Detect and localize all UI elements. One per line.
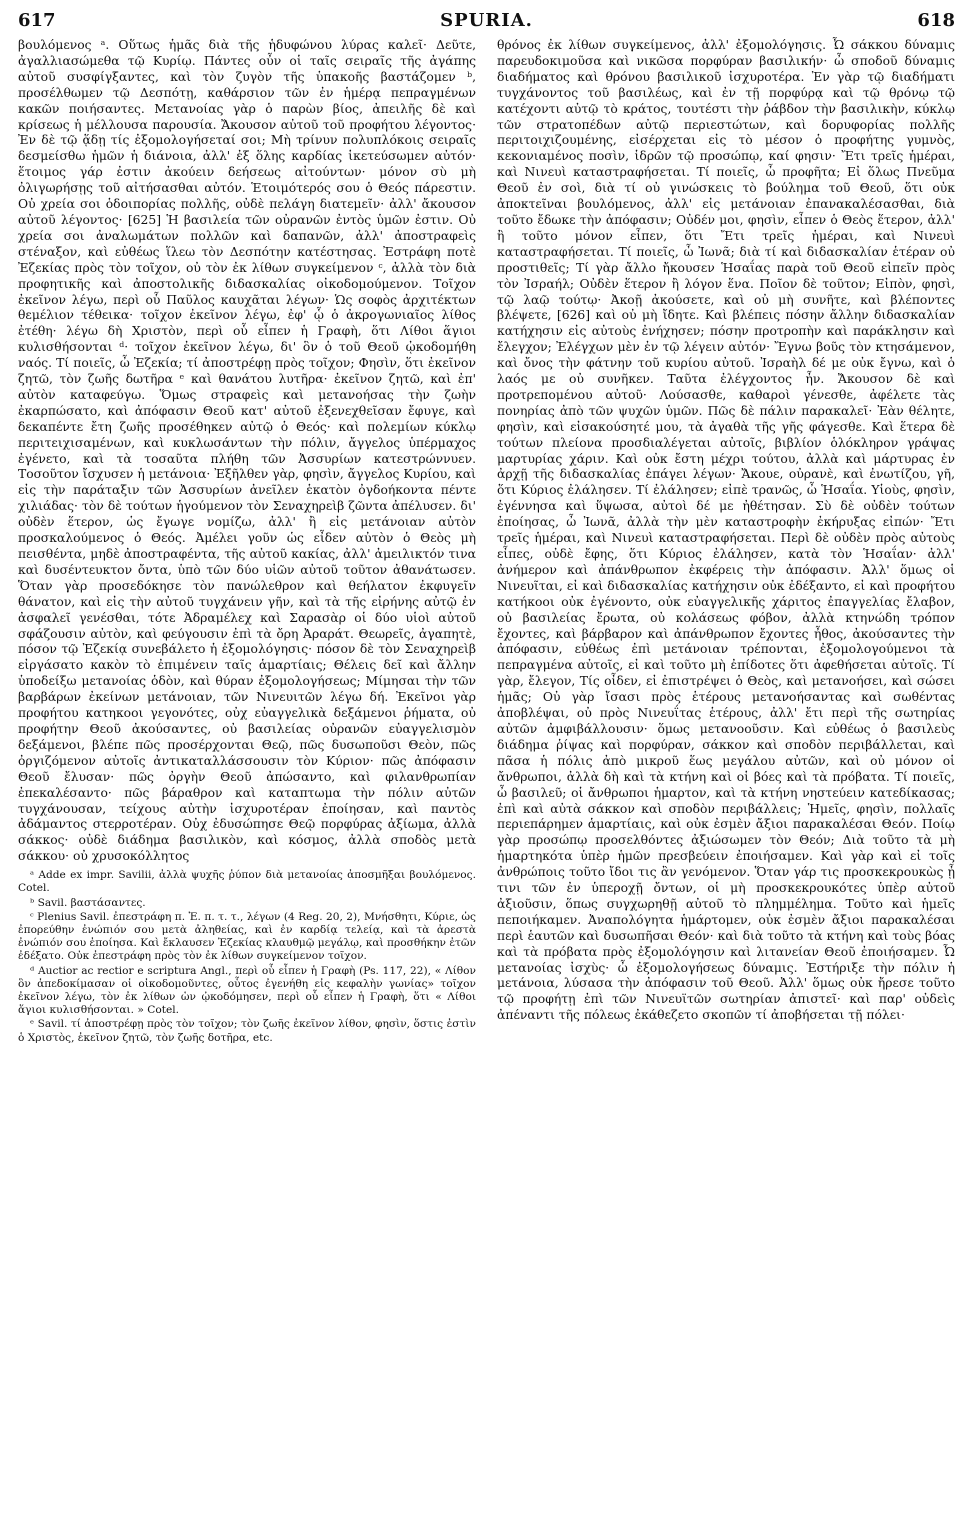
running-title: SPURIA.: [440, 10, 533, 31]
left-column: [18, 38, 476, 1046]
left-column-text: βουλόμενος ᵃ. Οὕτως ἡμᾶς διὰ τῆς ἡδυφώνου λύρας καλεῖ· Δεῦτε, ἀγαλλιασώμεθα τῷ Κυρίῳ. Πάντες οὖν οἱ ταῖς σειραῖς τῆς ἀγάπης αὐτοῦ συσφίγξαντες, καὶ τὸν ζυγὸν τῆς ὑπακοῆς βαστάζομεν ᵇ, προσέλθωμεν τῷ Δεσπότῃ, καθάρσιον τῶν ἐν ἡμέρᾳ πεπραγμένων κακῶν ποιήσαντες. Μετανοίας γὰρ ὁ παρὼν βίος, ἀπειλῆς δὲ καὶ κρίσεως ἡ μέλλουσα παρουσία. Ἄκουσον αὐτοῦ τοῦ προφήτου λέγοντος· Ἐν δὲ τῷ ᾅδῃ τίς ἐξομολογήσεταί σοι; Μὴ τρίνυν πολυπλόκοις σειραῖς δεσμείσθω ἡμῶν ἡ διάνοια, ἀλλ' ἐξ ὅλης καρδίας ἱκετεύσωμεν αὐτόν· ἕτοιμος γάρ ἐστιν ἀκούειν δεήσεως αἰτούντων· μόνον σὺ μὴ ὀλιγωρήσῃς τοῦ αἰτήσασθαι αὐτόν. Ἑτοιμότερός σου ὁ Θεός πάρεστιν. Οὐ χρεία σοι ὁδοιπορίας πολλῆς, οὐδὲ πελάγη διατεμεῖν· ἀλλ' ἄκουσον αὐτοῦ λέγοντος· [625] Ἡ βασιλεία τῶν οὐρανῶν ἐντὸς ὑμῶν ἐστιν. Οὐ χρεία σοι ἀναλωμάτων πολλῶν καὶ δαπανῶν, ἀλλ' ἀποστραφεὶς στέναξον, καὶ εὐθέως ἵλεω τὸν Δεσπότην κατέστησας. Ἐστράφη ποτὲ Ἐζεκίας πρὸς τὸν τοῖχον, οὐ τὸν ἐκ λίθων συγκείμενον ᶜ, ἀλλὰ τὸν διὰ προφητικῆς καὶ ἀποστολικῆς διδασκαλίας οἰκοδομούμενον. Τοῖχον ἐκεῖνον λέγω, περὶ οὗ Παῦλος καυχᾶται λέγων· Ὡς σοφὸς ἀρχιτέκτων θεμέλιον τέθεικα· τοῖχον ἐκεῖνον λέγω, ἐφ' ᾧ ὁ ἀκρογωνιαῖος λίθος ἐτέθη· λέγω δὴ Χριστὸν, περὶ οὗ εἶπεν ἡ Γραφὴ, ὅτι Λίθοι ἅγιοι κυλισθήσονται ᵈ· τοῖχον ἐκεῖνον λέγω, δι' ὃν ὁ τοῦ Θεοῦ ᾠκοδομήθη ναός. Τί ποιεῖς, ὦ Ἐζεκία; τί ἀποστρέφῃ πρὸς τοῖχον; Φησὶν, ὅτι ἐκεῖνον ζητῶ, τὸν ζωῆς δωτῆρα ᵉ καὶ θανάτου λυτῆρα· ἐκεῖνον ζητῶ, καὶ ἐπ' αὐτὸν καταφεύγω. Ὅμως στραφεὶς καὶ μετανοήσας τὴν ζωὴν ἐκαρπώσατο, καὶ ἀπόφασιν Θεοῦ κατ' αὐτοῦ ἐξενεχθεῖσαν ἔφυγε, καὶ δεκαπέντε ἔτη ζωῆς προσέθηκεν αὐτῷ ὁ Θεός· καὶ πολεμίων κύκλῳ περιτειχισαμένων, καὶ κυκλωσάντων τὴν πόλιν, ἄγγελος ὑπέρμαχος ἐγένετο, καὶ τὰ τοσαῦτα πλήθη τῶν Ἀσσυρίων κατεστρώννυεν. Τοσοῦτον ἴσχυσεν ἡ μετάνοια· Ἐξῆλθεν γὰρ, φησὶν, ἄγγελος Κυρίου, καὶ εἰς τὴν παράταξιν τῶν Ἀσσυρίων ἀνεῖλεν ἑκατὸν ὀγδοήκοντα πέντε χιλιάδας· τὸν δὲ τούτων ἡγούμενον τὸν Σεναχηρεὶβ ζῶντα ἀπέλυσεν. δι' οὐδὲν ἕτερον, ὡς ἔγωγε νομίζω, ἀλλ' ἢ εἰς μετάνοιαν αὐτὸν προσκαλούμενος ὁ Θεός. Ἀμέλει γοῦν ὡς εἶδεν αὐτὸν ὁ Θεὸς μὴ πεισθέντα, μηδὲ ἀποστραφέντα, τῆς αὐτοῦ κακίας, ἀλλ' ἀμειλικτόν τινα καὶ δυσέντευκτον ὄντα, ὑπὸ τῶν δύο υἱῶν αὐτοῦ τοῦτον ἀθανάτωσεν. Ὅταν γὰρ προσεδόκησε τὸν πανώλεθρον καὶ θεήλατον ἐκφυγεῖν θάνατον, καὶ εἰς τὴν αὐτοῦ τυγχάνειν γῆν, καὶ τὰ τῆς εἰρήνης αὐτῷ ἐν ἀσφαλεῖ γενέσθαι, τότε Ἀδραμέλεχ καὶ Σαρασὰρ οἱ δύο υἱοὶ αὐτοῦ σφάζουσιν αὐτὸν, καὶ φεύγουσιν ἐπὶ τὰ ὄρη Ἀραράτ. Θεωρεῖς, ἀγαπητὲ, πόσον τῷ Ἐζεκίᾳ συνεβάλετο ἡ ἐξομολόγησις· πόσον δὲ τὸν Σεναχηρεὶβ εἰργάσατο κακὸν τὸ ἐπιμένειν ταῖς ἁμαρτίαις; Θέλεις δεῖ καὶ ἄλλην ὑποδείξω μετανοίας ὁδὸν, καὶ θύραν ἐξομολογήσεως; Μίμησαι τὴν τῶν βαρβάρων ἐκείνων μετάνοιαν, τῶν Νινευιτῶν λέγω δή. Ἐκεῖνοι γὰρ προφήτου κατηκοοι γεγονότες, οὐχ εὐαγγελικὰ δεξάμενοι ῥήματα, οὐ προφήτην Θεοῦ ἀκούσαντες, οὐ βασιλείας οὐρανῶν εὐαγγελισμὸν δεξάμενοι, βλέπε πῶς προσέρχονται Θεῷ, πῶς δυσωποῦσι Θεὸν, πῶς ὀργιζόμενον αὐτοῖς ἀντικαταλλάσσουσιν τὸν Κύριον· πῶς ἀπόφασιν Θεοῦ ἔλυσαν· πῶς ὀργὴν Θεοῦ ἀπώσαντο, καὶ φιλανθρωπίαν ἐπεκαλέσαντο· πῶς βάραθρον καὶ καταπτωμα τὴν πόλιν αὐτῶν τυγχάνουσαν, τείχους αὐτὴν ἰσχυροτέραν ἐποίησαν, καὶ παντὸς ἀδάμαντος στερροτέραν. Οὐχ ἐδυσώπησε Θεῷ πορφύρας ἀξίωμα, ἀλλὰ σάκκος· οὐδὲ διάδημα βασιλικὸν, καὶ κόσμος, ἀλλὰ σποδὸς μετὰ σάκκου· οὐ χρυσοκόλλητος: [18, 38, 476, 864]
footnote-d: ᵈ Auctior ac rectior e scriptura Angl., περὶ οὗ εἶπεν ἡ Γραφὴ (Ps. 117, 22), « Λίθον ὃν ἀπεδοκίμασαν οἱ οἰκοδομοῦντες, οὗτος ἐγενήθη εἰς κεφαλὴν γωνίας» τοῖχον ἐκεῖνον λέγω, τὸν ἐκ λίθων ὡν ᾠκοδόμησεν, περὶ οὗ εἶπεν ἡ Γραφὴ, ὅτι « Λίθοι ἅγιοι κυλισθήσονται. » Cotel.: [18, 964, 476, 1017]
footnote-e: ᵉ Savil. τί ἀποστρέφῃ πρὸς τὸν τοῖχον; τὸν ζωῆς ἐκεῖνον λίθον, φησὶν, ὅστις ἐστὶν ὁ Χριστὸς, ἐκεῖνον ζητῶ, τὸν ζωῆς δοτῆρα, etc.: [18, 1018, 476, 1044]
footnote-a: ᵃ Adde ex impr. Savilii, ἀλλὰ ψυχῆς ῥύπον διὰ μετανοίας ἀποσμῆξαι βουλόμενος. Cotel.: [18, 869, 476, 895]
footnote-b: ᵇ Savil. βαστάσαντες.: [30, 896, 146, 909]
right-page-number: 618: [917, 10, 955, 31]
right-column-text: θρόνος ἐκ λίθων συγκείμενος, ἀλλ' ἐξομολόγησις. Ὦ σάκκου δύναμις παρευδοκιμοῦσα καὶ νικῶσα πορφύραν βασιλικήν· ὦ σποδοῦ δύναμις διαδήματος καὶ θρόνου βασιλικοῦ ἰσχυροτέρα. Ἐν γὰρ τῷ διαδήματι τυγχάνοντος τοῦ βασιλέως, καὶ ἐν τῇ πορφύρᾳ καὶ τῷ θρόνῳ τῷ κατέχοντι αὐτῷ τὸ κράτος, τουτέστι τὴν ῥάβδον τὴν βασιλικὴν, κύκλῳ τῶν στρατοπέδων αὐτῷ περιεστώτων, καὶ δορυφορίας πολλῆς περιτοιχιζουμένης, εἰσέρχεται εἰς τὸ μέσον ὁ προφήτης γυμνὸς, κεκονιαμένος ποσὶν, ἱδρῶν τῷ προσώπῳ, καί φησιν· Ἔτι τρεῖς ἡμέραι, καὶ Νινευὶ καταστραφήσεται. Τί ποιεῖς, ὦ προφῆτα; Εἰ ὅλως Πνεῦμα Θεοῦ ἐν σοὶ, διὰ τί οὐ γινώσκεις τὸ βούλημα τοῦ Θεοῦ, ὅτι οὐκ ἀποκτεῖναι βουλόμενος, ἀλλ' εἰς μετάνοιαν ἐπανακαλέσασθαι, διὰ τοῦτο ἔδωκε τὴν ἀπόφασιν; Οὐδέν μοι, φησὶν, εἶπεν ὁ Θεὸς ἕτερον, ἀλλ' ἢ τοῦτο μόνον εἶπεν, ὅτι Ἔτι τρεῖς ἡμέραι, καὶ Νινευὶ καταστραφήσεται. Τί ποιεῖς, ὦ Ἰωνᾶ; διὰ τί καὶ διδασκαλίαν ἑτέραν οὐ προστιθεῖς; Τί γὰρ ἄλλο ἤκουσεν Ἡσαΐας παρὰ τοῦ Θεοῦ εἰπεῖν πρὸς τὸν Ἰσραήλ; Οὐδὲν ἕτερον ἢ λόγον ἕνα. Ποῖον δὲ τοῦτον; Εἰπὸν, φησὶ, τῷ λαῷ τούτῳ· Ἀκοῇ ἀκούσετε, καὶ οὐ μὴ συνῆτε, καὶ βλέποντες βλέψετε, [626] καὶ οὐ μὴ ἴδητε. Καὶ βλέπεις πόσην ἄλλην διδασκαλίαν κατήχησιν εἰς αὐτοὺς ἐνήχησεν; πόσην προτροπὴν καὶ παράκλησιν καὶ ἔλεγχον; Ἐλέγχων μὲν ἐν τῷ λέγειν αὐτόν· Ἔγνω βοῦς τὸν κτησάμενον, καὶ ὄνος τὴν φάτνην τοῦ κυρίου αὐτοῦ. Ἰσραὴλ δέ με οὐκ ἔγνω, καὶ ὁ λαός με οὐ συνῆκεν. Ταῦτα ἐλέγχοντος ἦν. Ἄκουσον δὲ καὶ προτρεπομένου αὐτοῦ· Λούσασθε, καθαροὶ γένεσθε, ἀφέλετε τὰς πονηρίας ἀπὸ τῶν ψυχῶν ὑμῶν. Πῶς δὲ πάλιν παρακαλεῖ· Ἐὰν θέλητε, φησὶν, καὶ εἰσακούσητέ μου, τὰ ἀγαθὰ τῆς γῆς φάγεσθε. Καὶ ἕτερα δὲ τούτων πλείονα προσδιαλέγεται αὐτοῖς, βιβλίον ὁλόκληρον γράψας μαρτυρίας χάριν. Καὶ οὐκ ἔστη μέχρι τούτου, ἀλλὰ καὶ μάρτυρας ἐν ἀρχῇ τῆς διδασκαλίας ἐπάγει λέγων· Ἄκουε, οὐρανὲ, καὶ ἐνωτίζου, γῆ, ὅτι Κύριος ἐλάλησεν. Τί ἐλάλησεν; εἰπὲ τρανῶς, ὦ Ἡσαΐα. Υἱοὺς, φησὶν, ἐγέννησα καὶ ὕψωσα, αὐτοὶ δέ με ἠθέτησαν. Σὺ δὲ οὐδὲν τούτων ἐποίησας, ὦ Ἰωνᾶ, ἀλλὰ τὴν μὲν καταστροφὴν ἐκήρυξας εἰπών· Ἔτι τρεῖς ἡμέραι, καὶ Νινευὶ καταστραφήσεται. Περὶ δὲ οὐδὲν πρὸς αὐτοὺς εἶπες, οὐδὲ ἔφης, ὅτι Κύριος ἐλάλησεν, κατὰ τὸν Ἡσαΐαν· ἀλλ' ἀνήμερον καὶ ἀπάνθρωπον ἐκφέρεις τὴν ἀπόφασιν. Ἀλλ' ὅμως οἱ Νινευῖται, εἰ καὶ διδασκαλίας κατήχησιν οὐκ ἐδέξαντο, εἰ καὶ προφήτου κατήκοοι οὐκ ἐγένοντο, οὐκ εὐαγγελικῆς χάριτος ἐπαγγελίας ἔλαβον, οὐ βασιλείας ἔρωτα, οὐ κολάσεως φόβον, ἀλλὰ κτηνώδη τρόπον ἔχοντες, καὶ βάρβαρον καὶ ἀπάνθρωπον ἔχοντες ἦθος, ἀκούσαντες τὴν ἀπόφασιν, εὐθέως ἐπὶ μετάνοιαν τρέπονται, ἐξομολογούμενοι τὰ πεπραγμένα αὐτοῖς, εἰ καὶ τοῦτο μὴ ἐπίδοτες ὅτι ἀφεθήσεται αὐτοῖς. Τί γὰρ, ἔλεγον, Τίς οἶδεν, εἰ ἐπιστρέψει ὁ Θεὸς, καὶ μετανοήσει, καὶ σώσει ἡμᾶς; Οὐ γὰρ ἴσασι πρὸς ἑτέρους μετανοήσαντας καὶ σωθέντας ἀποβλέψαι, οὐ πρὸς Νινευΐτας ἑτέρους, ἀλλ' ἔτι περὶ τῆς σωτηρίας αὐτῶν ἀμφιβάλλουσιν· ὅμως μετανοοῦσιν. Καὶ εὐθέως ὁ βασιλεὺς διάδημα ῥίψας καὶ πορφύραν, σάκκον καὶ σποδὸν περιβάλλεται, καὶ πᾶσα ἡ πόλις ἀπὸ μικροῦ ἕως μεγάλου αὐτῶν, καὶ οὐ μόνον οἱ ἄνθρωποι, ἀλλὰ δὴ καὶ τὰ κτήνη καὶ οἱ βόες καὶ τὰ πρόβατα. Τί ποιεῖς, ὦ βασιλεῦ; οἱ ἄνθρωποι ἡμαρτον, καὶ τὰ κτήνη νηστεύειν κατεδίκασας; ἐπὶ καὶ αὐτὰ σάκκον καὶ σποδὸν περιβάλλεις; Ἡμεῖς, φησὶν, πολλαῖς περιεπάρημεν ἁμαρτίαις, καὶ οὐκ ἐσμὲν ἄξιοι παρακαλέσαι Θεόν. Ποίῳ γὰρ προσώπῳ προσελθόντες ἀξιώσωμεν τὸν Θεόν; Διὰ τοῦτο τὰ μὴ ἡμαρτηκότα ὑπὲρ ἡμῶν πρεσβεύειν ἐποιήσαμεν. Καὶ γὰρ καὶ εἰ τοῖς ἀνθρώποις τοῦτο ἴδοι τις ἂν γενόμενον. Ὅταν γάρ τις προσκεκρουκὼς ᾖ τινι τῶν ἐν ὑπεροχῇ ὄντων, οἱ μὴ προσκεκρουκότες ὑπὲρ αὐτοῦ ἀξιοῦσιν, ὅπως συγχωρηθῇ αὐτοῦ τὸ πλημμέλημα. Τοῦτο καὶ ἡμεῖς πεποιήκαμεν. Ἀναπολόγητα ἡμάρτομεν, οὐκ ἐσμὲν ἄξιοι παρακαλέσαι περὶ ἑαυτῶν καὶ δυσωπῆσαι Θεόν· καὶ διὰ τοῦτο τὰ κτήνη καὶ τοὺς βόας καὶ τὰ πρόβατα πρὸς ἐξομολόγησιν καὶ λιτανείαν Θεοῦ ἐποιήσαμεν. Ὦ μετανοίας ἰσχὺς· ὦ ἐξομολογήσεως δύναμις. Ἐστήριξε τὴν πόλιν ἡ μετάνοια, λύσασα τὴν ἀπόφασιν τοῦ Θεοῦ. Ἀλλ' ὅμως οὐκ ἤρεσε τοῦτο τῷ προφήτῃ ἐπὶ τῶν Νινευϊτῶν σωτηρίαν ἀπιστεῖ· καὶ παρ' οὐδεὶς ἀπέναντι τῆς πόλεως ἐκάθεζετο σκοπῶν τί ἀποβήσεται τῇ πόλει·: [497, 38, 955, 1023]
left-page-number: 617: [18, 10, 56, 31]
running-header: [18, 8, 955, 34]
footnotes: [18, 869, 476, 1045]
right-column: [497, 38, 955, 1046]
footnote-c: ᶜ Plenius Savil. ἐπεστράφη π. Ἐ. π. τ. τ., λέγων (4 Reg. 20, 2), Μνήσθητι, Κύριε, ὡς ἐπορεύθην ἐνώπιόν σου μετὰ ἀληθείας, καὶ ἐν καρδίᾳ τελείᾳ, καὶ τὰ ἀρεστὰ ἐνώπιόν σου ἐποίησα. Καὶ ἔκλαυσεν Ἐζεκίας κλαυθμῷ μεγάλῳ, καὶ προσθήκην ἐτῶν ἐδέξατο. Οὐκ ἐπεστράφη πρὸς τὸν ἐκ λίθων συγκείμενον τοῖχον.: [18, 910, 476, 963]
text-columns: [18, 38, 955, 1046]
